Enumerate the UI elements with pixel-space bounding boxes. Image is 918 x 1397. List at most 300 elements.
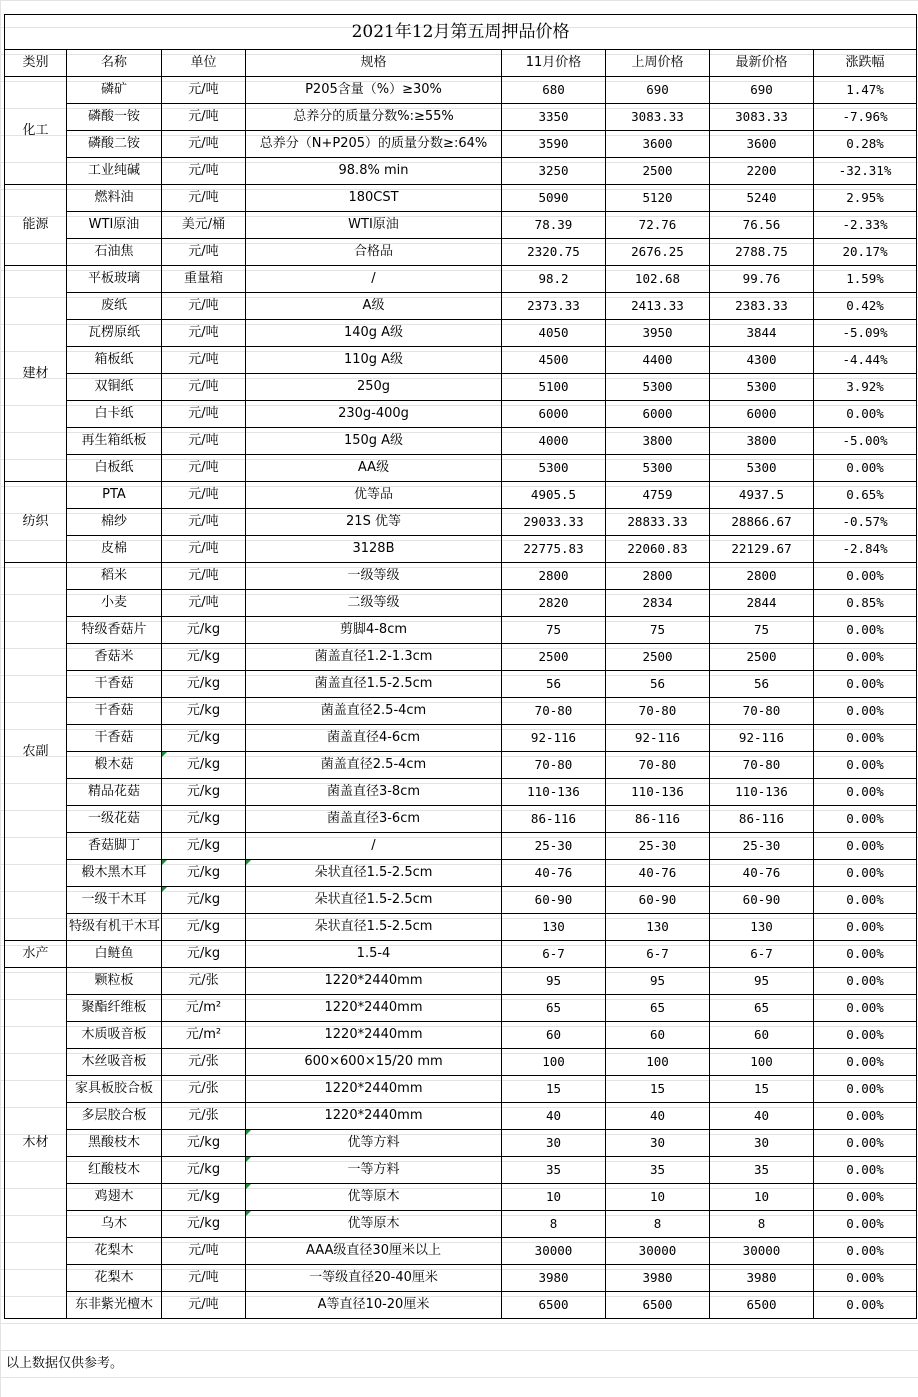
item-unit[interactable]: 元/m²	[162, 995, 246, 1022]
item-spec[interactable]: 总养分（N+P205）的质量分数≥:64%	[246, 131, 502, 158]
price-nov[interactable]: 110-136	[502, 779, 606, 806]
price-change[interactable]: -5.09%	[814, 320, 917, 347]
item-unit[interactable]: 元/kg	[162, 671, 246, 698]
price-nov[interactable]: 60	[502, 1022, 606, 1049]
price-last-week[interactable]: 95	[606, 968, 710, 995]
item-name[interactable]: PTA	[67, 482, 162, 509]
price-change[interactable]: 0.00%	[814, 1076, 917, 1103]
price-change[interactable]: -4.44%	[814, 347, 917, 374]
item-unit[interactable]: 元/kg	[162, 752, 246, 779]
price-latest[interactable]: 28866.67	[710, 509, 814, 536]
price-nov[interactable]: 3350	[502, 104, 606, 131]
item-spec[interactable]: 600×600×15/20 mm	[246, 1049, 502, 1076]
price-nov[interactable]: 3250	[502, 158, 606, 185]
item-spec[interactable]: 1.5-4	[246, 941, 502, 968]
item-unit[interactable]: 元/吨	[162, 185, 246, 212]
item-name[interactable]: 家具板胶合板	[67, 1076, 162, 1103]
price-latest[interactable]: 15	[710, 1076, 814, 1103]
item-name[interactable]: 干香菇	[67, 725, 162, 752]
item-unit[interactable]: 元/kg	[162, 698, 246, 725]
price-last-week[interactable]: 102.68	[606, 266, 710, 293]
item-unit[interactable]: 元/吨	[162, 293, 246, 320]
price-nov[interactable]: 75	[502, 617, 606, 644]
price-nov[interactable]: 100	[502, 1049, 606, 1076]
item-unit[interactable]: 元/吨	[162, 428, 246, 455]
price-last-week[interactable]: 15	[606, 1076, 710, 1103]
item-unit[interactable]: 元/吨	[162, 158, 246, 185]
price-last-week[interactable]: 3800	[606, 428, 710, 455]
price-change[interactable]: 0.00%	[814, 617, 917, 644]
item-name[interactable]: 木质吸音板	[67, 1022, 162, 1049]
item-name[interactable]: 磷酸一铵	[67, 104, 162, 131]
price-change[interactable]: 0.00%	[814, 1211, 917, 1238]
item-spec[interactable]: 3128B	[246, 536, 502, 563]
price-latest[interactable]: 99.76	[710, 266, 814, 293]
item-name[interactable]: 工业纯碱	[67, 158, 162, 185]
item-unit[interactable]: 元/吨	[162, 131, 246, 158]
price-latest[interactable]: 30	[710, 1130, 814, 1157]
price-nov[interactable]: 30	[502, 1130, 606, 1157]
item-name[interactable]: 箱板纸	[67, 347, 162, 374]
price-last-week[interactable]: 3600	[606, 131, 710, 158]
item-name[interactable]: 再生箱纸板	[67, 428, 162, 455]
item-unit[interactable]: 元/张	[162, 968, 246, 995]
item-spec[interactable]: 230g-400g	[246, 401, 502, 428]
price-change[interactable]: -2.84%	[814, 536, 917, 563]
price-last-week[interactable]: 6500	[606, 1292, 710, 1319]
price-last-week[interactable]: 130	[606, 914, 710, 941]
price-latest[interactable]: 95	[710, 968, 814, 995]
price-change[interactable]: 0.00%	[814, 1265, 917, 1292]
price-nov[interactable]: 60-90	[502, 887, 606, 914]
item-name[interactable]: WTI原油	[67, 212, 162, 239]
item-name[interactable]: 聚酯纤维板	[67, 995, 162, 1022]
price-latest[interactable]: 40-76	[710, 860, 814, 887]
price-last-week[interactable]: 35	[606, 1157, 710, 1184]
item-spec[interactable]: 1220*2440mm	[246, 1076, 502, 1103]
item-spec[interactable]: 优等原木	[246, 1184, 502, 1211]
header-name[interactable]: 名称	[67, 50, 162, 77]
price-nov[interactable]: 98.2	[502, 266, 606, 293]
item-spec[interactable]: 菌盖直径3-6cm	[246, 806, 502, 833]
item-name[interactable]: 小麦	[67, 590, 162, 617]
price-latest[interactable]: 40	[710, 1103, 814, 1130]
item-unit[interactable]: 元/kg	[162, 644, 246, 671]
price-last-week[interactable]: 86-116	[606, 806, 710, 833]
item-unit[interactable]: 元/吨	[162, 536, 246, 563]
price-latest[interactable]: 3980	[710, 1265, 814, 1292]
item-unit[interactable]: 元/kg	[162, 914, 246, 941]
item-name[interactable]: 精品花菇	[67, 779, 162, 806]
item-unit[interactable]: 元/吨	[162, 401, 246, 428]
price-last-week[interactable]: 5120	[606, 185, 710, 212]
price-change[interactable]: 0.00%	[814, 887, 917, 914]
item-name[interactable]: 乌木	[67, 1211, 162, 1238]
item-name[interactable]: 一级干木耳	[67, 887, 162, 914]
item-unit[interactable]: 元/kg	[162, 1184, 246, 1211]
price-nov[interactable]: 5090	[502, 185, 606, 212]
price-last-week[interactable]: 60	[606, 1022, 710, 1049]
item-name[interactable]: 棉纱	[67, 509, 162, 536]
item-name[interactable]: 石油焦	[67, 239, 162, 266]
price-last-week[interactable]: 22060.83	[606, 536, 710, 563]
item-name[interactable]: 燃料油	[67, 185, 162, 212]
header-nov-price[interactable]: 11月价格	[502, 50, 606, 77]
item-spec[interactable]: 朵状直径1.5-2.5cm	[246, 914, 502, 941]
price-latest[interactable]: 76.56	[710, 212, 814, 239]
item-spec[interactable]: 180CST	[246, 185, 502, 212]
price-nov[interactable]: 130	[502, 914, 606, 941]
price-latest[interactable]: 75	[710, 617, 814, 644]
item-name[interactable]: 干香菇	[67, 698, 162, 725]
price-change[interactable]: 0.65%	[814, 482, 917, 509]
price-last-week[interactable]: 2834	[606, 590, 710, 617]
price-change[interactable]: 2.95%	[814, 185, 917, 212]
item-name[interactable]: 椴木菇	[67, 752, 162, 779]
price-latest[interactable]: 25-30	[710, 833, 814, 860]
item-unit[interactable]: 元/吨	[162, 482, 246, 509]
price-latest[interactable]: 70-80	[710, 698, 814, 725]
item-unit[interactable]: 元/kg	[162, 779, 246, 806]
price-last-week[interactable]: 4759	[606, 482, 710, 509]
price-last-week[interactable]: 70-80	[606, 698, 710, 725]
price-change[interactable]: 0.00%	[814, 1022, 917, 1049]
price-nov[interactable]: 6500	[502, 1292, 606, 1319]
price-latest[interactable]: 8	[710, 1211, 814, 1238]
price-last-week[interactable]: 25-30	[606, 833, 710, 860]
item-name[interactable]: 皮棉	[67, 536, 162, 563]
price-last-week[interactable]: 2800	[606, 563, 710, 590]
price-change[interactable]: 0.00%	[814, 725, 917, 752]
price-change[interactable]: 0.00%	[814, 941, 917, 968]
item-spec[interactable]: 140g A级	[246, 320, 502, 347]
item-spec[interactable]: A级	[246, 293, 502, 320]
price-change[interactable]: 0.00%	[814, 1292, 917, 1319]
price-nov[interactable]: 92-116	[502, 725, 606, 752]
item-spec[interactable]: 一级等级	[246, 563, 502, 590]
item-name[interactable]: 特级香菇片	[67, 617, 162, 644]
header-latest-price[interactable]: 最新价格	[710, 50, 814, 77]
item-unit[interactable]: 元/kg	[162, 806, 246, 833]
item-spec[interactable]: 1220*2440mm	[246, 1022, 502, 1049]
item-spec[interactable]: 优等原木	[246, 1211, 502, 1238]
price-nov[interactable]: 40	[502, 1103, 606, 1130]
category-cell[interactable]: 水产	[5, 941, 67, 968]
price-nov[interactable]: 2373.33	[502, 293, 606, 320]
price-latest[interactable]: 10	[710, 1184, 814, 1211]
price-nov[interactable]: 4905.5	[502, 482, 606, 509]
price-change[interactable]: 0.00%	[814, 563, 917, 590]
item-spec[interactable]: 一等级直径20-40厘米	[246, 1265, 502, 1292]
sheet-title[interactable]: 2021年12月第五周押品价格	[5, 15, 917, 50]
price-latest[interactable]: 690	[710, 77, 814, 104]
item-spec[interactable]: 一等方料	[246, 1157, 502, 1184]
item-name[interactable]: 特级有机干木耳	[67, 914, 162, 941]
price-latest[interactable]: 2844	[710, 590, 814, 617]
item-spec[interactable]: /	[246, 266, 502, 293]
item-spec[interactable]: 菌盖直径1.2-1.3cm	[246, 644, 502, 671]
price-change[interactable]: 0.00%	[814, 779, 917, 806]
price-change[interactable]: 0.42%	[814, 293, 917, 320]
item-name[interactable]: 瓦楞原纸	[67, 320, 162, 347]
price-latest[interactable]: 5300	[710, 374, 814, 401]
price-latest[interactable]: 35	[710, 1157, 814, 1184]
price-nov[interactable]: 25-30	[502, 833, 606, 860]
header-spec[interactable]: 规格	[246, 50, 502, 77]
price-last-week[interactable]: 70-80	[606, 752, 710, 779]
category-cell[interactable]: 纺织	[5, 482, 67, 563]
price-nov[interactable]: 4000	[502, 428, 606, 455]
item-spec[interactable]: 菌盖直径3-8cm	[246, 779, 502, 806]
price-latest[interactable]: 6000	[710, 401, 814, 428]
price-change[interactable]: 0.00%	[814, 914, 917, 941]
price-last-week[interactable]: 30	[606, 1130, 710, 1157]
item-unit[interactable]: 元/吨	[162, 509, 246, 536]
price-nov[interactable]: 70-80	[502, 698, 606, 725]
item-spec[interactable]: 优等方料	[246, 1130, 502, 1157]
price-latest[interactable]: 4937.5	[710, 482, 814, 509]
item-name[interactable]: 稻米	[67, 563, 162, 590]
price-change[interactable]: 0.00%	[814, 644, 917, 671]
price-nov[interactable]: 8	[502, 1211, 606, 1238]
price-last-week[interactable]: 56	[606, 671, 710, 698]
header-change[interactable]: 涨跌幅	[814, 50, 917, 77]
price-change[interactable]: 0.00%	[814, 1157, 917, 1184]
item-unit[interactable]: 元/kg	[162, 1130, 246, 1157]
price-latest[interactable]: 60-90	[710, 887, 814, 914]
price-change[interactable]: 0.00%	[814, 1130, 917, 1157]
price-change[interactable]: 0.00%	[814, 806, 917, 833]
item-unit[interactable]: 元/吨	[162, 1265, 246, 1292]
item-unit[interactable]: 元/吨	[162, 104, 246, 131]
item-unit[interactable]: 重量箱	[162, 266, 246, 293]
item-unit[interactable]: 元/吨	[162, 590, 246, 617]
item-unit[interactable]: 元/kg	[162, 941, 246, 968]
price-nov[interactable]: 4500	[502, 347, 606, 374]
item-name[interactable]: 木丝吸音板	[67, 1049, 162, 1076]
item-unit[interactable]: 元/吨	[162, 347, 246, 374]
price-nov[interactable]: 4050	[502, 320, 606, 347]
price-latest[interactable]: 3800	[710, 428, 814, 455]
item-unit[interactable]: 元/m²	[162, 1022, 246, 1049]
item-unit[interactable]: 元/吨	[162, 320, 246, 347]
price-last-week[interactable]: 6000	[606, 401, 710, 428]
category-cell[interactable]: 化工	[5, 77, 67, 185]
price-last-week[interactable]: 8	[606, 1211, 710, 1238]
price-nov[interactable]: 2320.75	[502, 239, 606, 266]
item-spec[interactable]: AA级	[246, 455, 502, 482]
category-cell[interactable]: 能源	[5, 185, 67, 266]
price-last-week[interactable]: 3980	[606, 1265, 710, 1292]
price-last-week[interactable]: 4400	[606, 347, 710, 374]
item-spec[interactable]: 合格品	[246, 239, 502, 266]
price-change[interactable]: -7.96%	[814, 104, 917, 131]
price-latest[interactable]: 2500	[710, 644, 814, 671]
price-nov[interactable]: 70-80	[502, 752, 606, 779]
price-latest[interactable]: 3600	[710, 131, 814, 158]
price-last-week[interactable]: 60-90	[606, 887, 710, 914]
item-spec[interactable]: 21S 优等	[246, 509, 502, 536]
price-last-week[interactable]: 5300	[606, 374, 710, 401]
item-name[interactable]: 双铜纸	[67, 374, 162, 401]
item-spec[interactable]: 菌盖直径1.5-2.5cm	[246, 671, 502, 698]
price-latest[interactable]: 22129.67	[710, 536, 814, 563]
price-nov[interactable]: 35	[502, 1157, 606, 1184]
item-spec[interactable]: 1220*2440mm	[246, 995, 502, 1022]
price-latest[interactable]: 60	[710, 1022, 814, 1049]
price-change[interactable]: -32.31%	[814, 158, 917, 185]
price-latest[interactable]: 2800	[710, 563, 814, 590]
price-nov[interactable]: 5300	[502, 455, 606, 482]
price-nov[interactable]: 22775.83	[502, 536, 606, 563]
footer-note[interactable]: 以上数据仅供参考。	[6, 1356, 124, 1371]
price-latest[interactable]: 56	[710, 671, 814, 698]
price-latest[interactable]: 2383.33	[710, 293, 814, 320]
price-nov[interactable]: 86-116	[502, 806, 606, 833]
item-unit[interactable]: 元/kg	[162, 860, 246, 887]
price-last-week[interactable]: 2500	[606, 644, 710, 671]
item-spec[interactable]: 菌盖直径4-6cm	[246, 725, 502, 752]
price-change[interactable]: 3.92%	[814, 374, 917, 401]
item-name[interactable]: 磷矿	[67, 77, 162, 104]
item-name[interactable]: 香菇脚丁	[67, 833, 162, 860]
item-unit[interactable]: 元/吨	[162, 1238, 246, 1265]
price-last-week[interactable]: 2500	[606, 158, 710, 185]
price-nov[interactable]: 6000	[502, 401, 606, 428]
price-latest[interactable]: 5240	[710, 185, 814, 212]
item-name[interactable]: 黑酸枝木	[67, 1130, 162, 1157]
item-spec[interactable]: 二级等级	[246, 590, 502, 617]
item-unit[interactable]: 元/吨	[162, 455, 246, 482]
item-name[interactable]: 鸡翅木	[67, 1184, 162, 1211]
price-nov[interactable]: 3980	[502, 1265, 606, 1292]
item-spec[interactable]: WTI原油	[246, 212, 502, 239]
item-spec[interactable]: 150g A级	[246, 428, 502, 455]
item-name[interactable]: 磷酸二铵	[67, 131, 162, 158]
price-nov[interactable]: 3590	[502, 131, 606, 158]
price-last-week[interactable]: 92-116	[606, 725, 710, 752]
price-change[interactable]: 0.00%	[814, 401, 917, 428]
price-nov[interactable]: 680	[502, 77, 606, 104]
price-nov[interactable]: 65	[502, 995, 606, 1022]
price-latest[interactable]: 30000	[710, 1238, 814, 1265]
price-nov[interactable]: 2500	[502, 644, 606, 671]
item-name[interactable]: 椴木黑木耳	[67, 860, 162, 887]
price-change[interactable]: -2.33%	[814, 212, 917, 239]
item-name[interactable]: 香菇米	[67, 644, 162, 671]
price-last-week[interactable]: 2676.25	[606, 239, 710, 266]
item-spec[interactable]: A等直径10-20厘米	[246, 1292, 502, 1319]
price-last-week[interactable]: 28833.33	[606, 509, 710, 536]
price-change[interactable]: -0.57%	[814, 509, 917, 536]
item-name[interactable]: 东非紫光檀木	[67, 1292, 162, 1319]
item-name[interactable]: 红酸枝木	[67, 1157, 162, 1184]
item-name[interactable]: 废纸	[67, 293, 162, 320]
item-unit[interactable]: 元/张	[162, 1103, 246, 1130]
price-latest[interactable]: 5300	[710, 455, 814, 482]
item-spec[interactable]: 朵状直径1.5-2.5cm	[246, 860, 502, 887]
price-last-week[interactable]: 75	[606, 617, 710, 644]
item-spec[interactable]: 1220*2440mm	[246, 1103, 502, 1130]
item-unit[interactable]: 元/吨	[162, 563, 246, 590]
price-last-week[interactable]: 2413.33	[606, 293, 710, 320]
item-spec[interactable]: AAA级直径30厘米以上	[246, 1238, 502, 1265]
price-change[interactable]: 0.00%	[814, 752, 917, 779]
price-nov[interactable]: 40-76	[502, 860, 606, 887]
price-latest[interactable]: 3083.33	[710, 104, 814, 131]
item-name[interactable]: 颗粒板	[67, 968, 162, 995]
price-last-week[interactable]: 110-136	[606, 779, 710, 806]
price-latest[interactable]: 65	[710, 995, 814, 1022]
price-nov[interactable]: 29033.33	[502, 509, 606, 536]
price-latest[interactable]: 6500	[710, 1292, 814, 1319]
item-unit[interactable]: 元/kg	[162, 725, 246, 752]
item-unit[interactable]: 元/张	[162, 1049, 246, 1076]
price-last-week[interactable]: 690	[606, 77, 710, 104]
category-cell[interactable]: 木材	[5, 968, 67, 1319]
price-nov[interactable]: 10	[502, 1184, 606, 1211]
item-spec[interactable]: 250g	[246, 374, 502, 401]
price-change[interactable]: 0.28%	[814, 131, 917, 158]
item-name[interactable]: 花梨木	[67, 1265, 162, 1292]
price-change[interactable]: 0.00%	[814, 833, 917, 860]
price-last-week[interactable]: 100	[606, 1049, 710, 1076]
header-unit[interactable]: 单位	[162, 50, 246, 77]
item-spec[interactable]: 1220*2440mm	[246, 968, 502, 995]
price-last-week[interactable]: 40	[606, 1103, 710, 1130]
price-change[interactable]: 0.00%	[814, 1238, 917, 1265]
price-last-week[interactable]: 5300	[606, 455, 710, 482]
price-last-week[interactable]: 3950	[606, 320, 710, 347]
price-last-week[interactable]: 10	[606, 1184, 710, 1211]
item-unit[interactable]: 元/吨	[162, 239, 246, 266]
item-name[interactable]: 多层胶合板	[67, 1103, 162, 1130]
price-last-week[interactable]: 3083.33	[606, 104, 710, 131]
price-latest[interactable]: 100	[710, 1049, 814, 1076]
price-last-week[interactable]: 6-7	[606, 941, 710, 968]
category-cell[interactable]: 建材	[5, 266, 67, 482]
price-nov[interactable]: 78.39	[502, 212, 606, 239]
price-latest[interactable]: 92-116	[710, 725, 814, 752]
price-latest[interactable]: 6-7	[710, 941, 814, 968]
item-unit[interactable]: 元/kg	[162, 1211, 246, 1238]
item-unit[interactable]: 元/kg	[162, 833, 246, 860]
price-nov[interactable]: 95	[502, 968, 606, 995]
price-change[interactable]: 0.00%	[814, 860, 917, 887]
item-spec[interactable]: 110g A级	[246, 347, 502, 374]
header-category[interactable]: 类别	[5, 50, 67, 77]
price-last-week[interactable]: 72.76	[606, 212, 710, 239]
price-nov[interactable]: 5100	[502, 374, 606, 401]
price-latest[interactable]: 86-116	[710, 806, 814, 833]
price-change[interactable]: 1.47%	[814, 77, 917, 104]
item-name[interactable]: 一级花菇	[67, 806, 162, 833]
price-last-week[interactable]: 65	[606, 995, 710, 1022]
price-change[interactable]: 0.00%	[814, 968, 917, 995]
price-latest[interactable]: 2788.75	[710, 239, 814, 266]
category-cell[interactable]: 农副	[5, 563, 67, 941]
item-name[interactable]: 花梨木	[67, 1238, 162, 1265]
price-latest[interactable]: 110-136	[710, 779, 814, 806]
item-name[interactable]: 白板纸	[67, 455, 162, 482]
price-latest[interactable]: 70-80	[710, 752, 814, 779]
item-spec[interactable]: 朵状直径1.5-2.5cm	[246, 887, 502, 914]
item-unit[interactable]: 元/张	[162, 1076, 246, 1103]
item-unit[interactable]: 元/kg	[162, 1157, 246, 1184]
item-spec[interactable]: 98.8% min	[246, 158, 502, 185]
price-change[interactable]: 0.00%	[814, 995, 917, 1022]
price-latest[interactable]: 130	[710, 914, 814, 941]
